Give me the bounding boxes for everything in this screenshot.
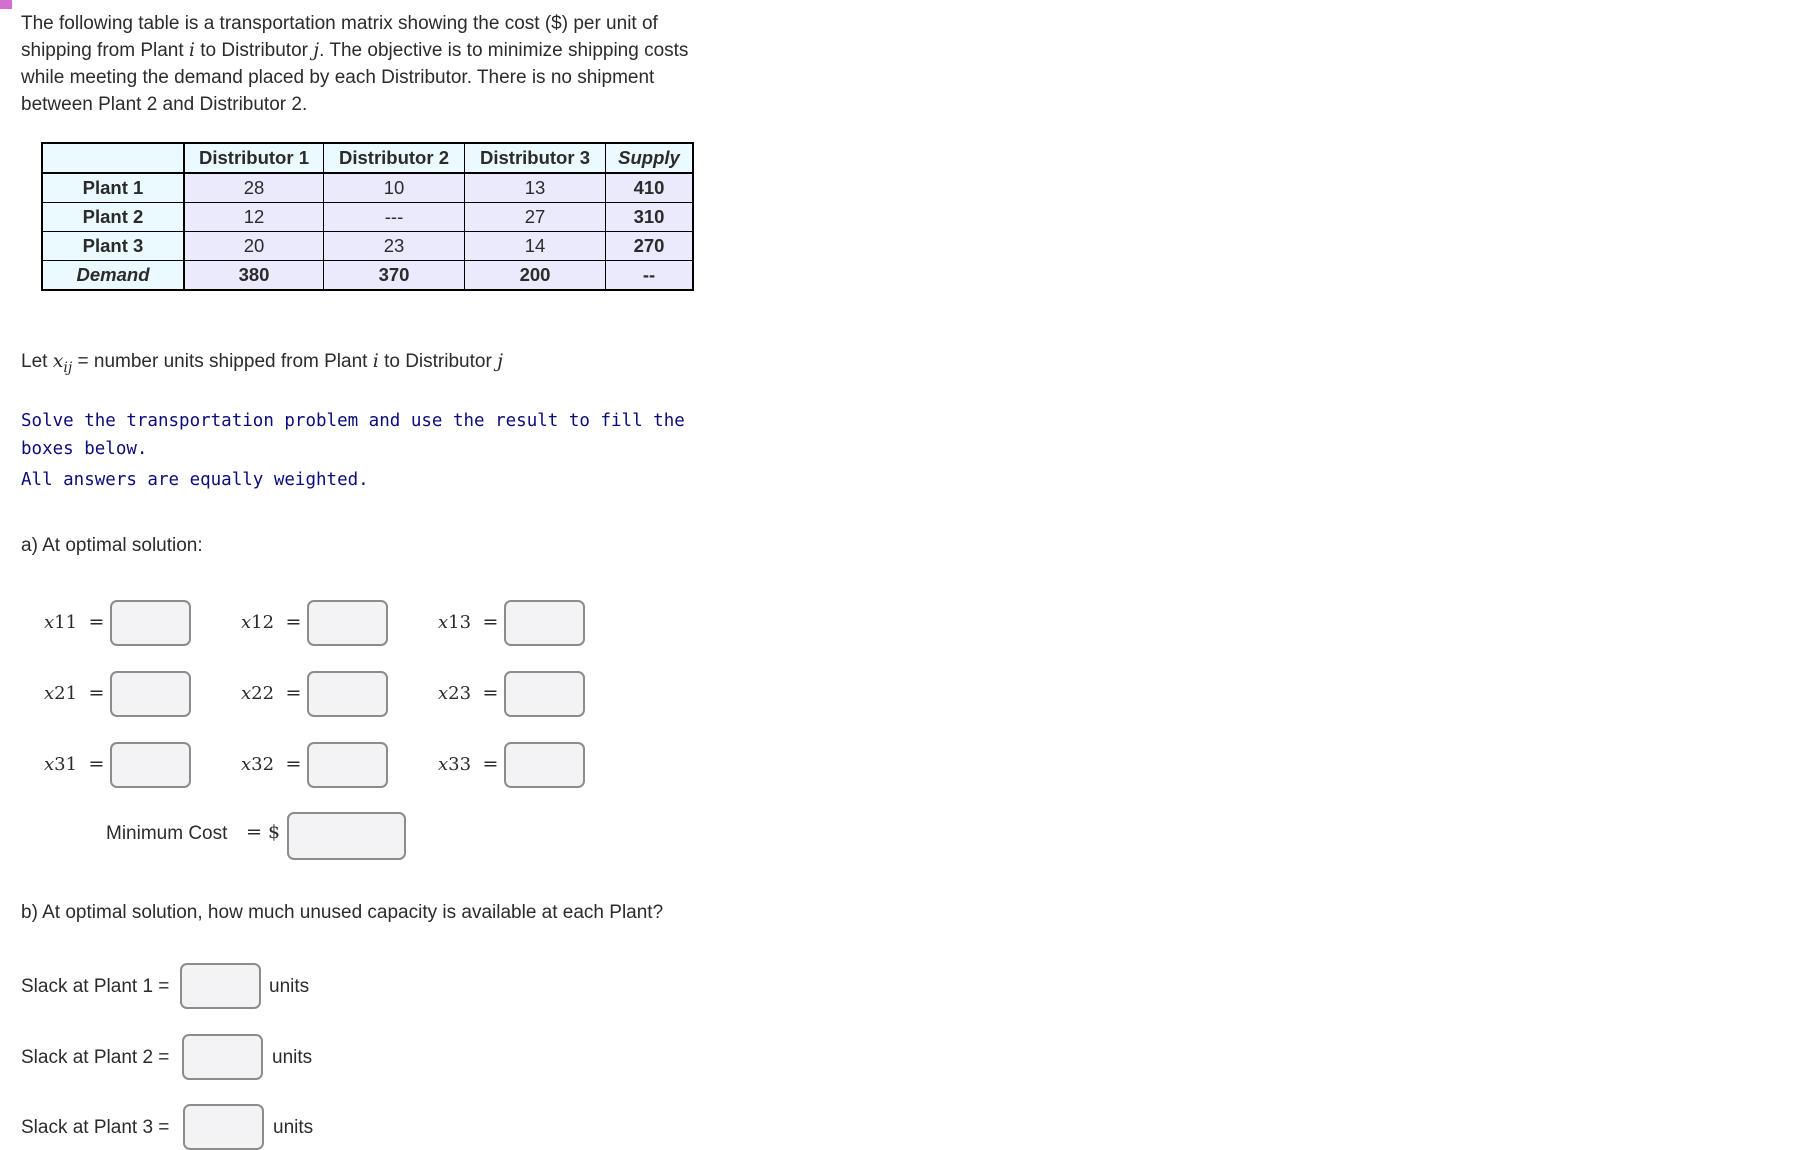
definition-text: = number units shipped from Plant	[72, 351, 373, 372]
supply-cell: 270	[606, 232, 694, 261]
demand-cell: 200	[465, 261, 606, 291]
table-cell: 27	[465, 203, 606, 232]
var-letter: x	[44, 754, 55, 775]
problem-statement	[21, 10, 721, 118]
var-letter: x	[241, 612, 252, 633]
var-letter: x	[44, 612, 55, 633]
var-sub-ij: ij	[63, 359, 73, 376]
var-label-x13	[438, 611, 498, 633]
table-cell: 12	[184, 203, 324, 232]
instructions-weight: All answers are equally weighted.	[21, 470, 369, 490]
intro-text-1: The following table is a transportation matrix showing the cost ($) per unit of shipping from Plant	[21, 13, 658, 61]
equals-sign: =	[88, 753, 105, 775]
input-x33[interactable]	[504, 742, 585, 788]
var-x: x	[52, 350, 64, 372]
var-letter: x	[438, 683, 449, 704]
header-distributor-1: Distributor 1	[184, 143, 324, 173]
intro-text-2: to Distributor	[195, 40, 314, 61]
var-subscript: 33	[448, 754, 472, 775]
input-x23[interactable]	[504, 671, 585, 717]
input-x32[interactable]	[307, 742, 388, 788]
var-subscript: 32	[251, 754, 275, 775]
var-letter: x	[241, 683, 252, 704]
var-subscript: 31	[54, 754, 78, 775]
table-cell: 13	[465, 173, 606, 203]
header-distributor-2: Distributor 2	[324, 143, 465, 173]
part-b-label: b) At optimal solution, how much unused capacity is available at each Plant?	[21, 902, 664, 923]
slack-plant-3-label: Slack at Plant 3 =	[21, 1117, 170, 1138]
intro-var-j: j	[313, 39, 320, 61]
header-distributor-3: Distributor 3	[465, 143, 606, 173]
input-x11[interactable]	[110, 600, 191, 646]
input-x21[interactable]	[110, 671, 191, 717]
demand-cell: --	[606, 261, 694, 291]
let-text: Let	[21, 351, 53, 372]
slack-plant-3-input[interactable]	[183, 1104, 264, 1150]
table-cell: 28	[184, 173, 324, 203]
minimum-cost-label: Minimum Cost	[106, 823, 228, 844]
var-subscript: 21	[54, 683, 78, 704]
slack-plant-2-label: Slack at Plant 2 =	[21, 1047, 170, 1068]
var-subscript: 23	[448, 683, 472, 704]
table-cell: 14	[465, 232, 606, 261]
var-i: i	[372, 350, 379, 372]
demand-cell: 380	[184, 261, 324, 291]
table-row	[42, 203, 693, 232]
input-x31[interactable]	[110, 742, 191, 788]
part-a-label: a) At optimal solution:	[21, 535, 203, 556]
transportation-matrix	[41, 142, 694, 291]
equals-sign: =	[88, 682, 105, 704]
definition-text-2: to Distributor	[378, 351, 498, 372]
var-label-x22	[241, 682, 301, 704]
slack-plant-1-label: Slack at Plant 1 =	[21, 976, 170, 997]
table-row-demand	[42, 261, 693, 291]
var-subscript: 11	[54, 612, 78, 633]
slack-plant-1-input[interactable]	[180, 963, 261, 1009]
var-j: j	[497, 350, 503, 372]
row-label: Plant 1	[42, 173, 184, 203]
row-label: Plant 3	[42, 232, 184, 261]
var-letter: x	[44, 683, 55, 704]
var-label-x21	[44, 682, 104, 704]
var-label-x31	[44, 753, 104, 775]
table-cell: 10	[324, 173, 465, 203]
var-subscript: 12	[251, 612, 275, 633]
variable-definition	[21, 350, 503, 376]
table-row	[42, 232, 693, 261]
slack-plant-3-units: units	[273, 1117, 314, 1138]
supply-cell: 410	[606, 173, 694, 203]
table-cell: ---	[324, 203, 465, 232]
var-letter: x	[438, 612, 449, 633]
instructions-solve: Solve the transportation problem and use the result to fill the boxes below.	[21, 411, 685, 459]
equals-sign: =	[88, 611, 105, 633]
table-cell: 23	[324, 232, 465, 261]
supply-cell: 310	[606, 203, 694, 232]
equals-sign: =	[285, 753, 302, 775]
equals-sign: =	[482, 611, 499, 633]
var-subscript: 13	[448, 612, 472, 633]
equals-sign: =	[482, 753, 499, 775]
row-label: Plant 2	[42, 203, 184, 232]
header-supply: Supply	[606, 143, 694, 173]
equals-sign: =	[482, 682, 499, 704]
equals-sign: =	[285, 611, 302, 633]
table-corner	[42, 143, 184, 173]
var-label-x33	[438, 753, 498, 775]
var-label-x12	[241, 611, 301, 633]
input-x22[interactable]	[307, 671, 388, 717]
slack-plant-1-units: units	[269, 976, 310, 997]
var-subscript: 22	[251, 683, 275, 704]
cost-equals-dollar: = $	[246, 821, 281, 843]
intro-var-i: i	[188, 39, 195, 61]
table-cell: 20	[184, 232, 324, 261]
input-x12[interactable]	[307, 600, 388, 646]
corner-marker	[0, 0, 12, 9]
input-x13[interactable]	[504, 600, 585, 646]
var-label-x32	[241, 753, 301, 775]
intro-text-3: . The objective is to minimize shipping costs while meeting the demand placed by each Distributor. There is no shipment between Plant 2 and Distributor 2.	[21, 40, 689, 115]
table-row	[42, 173, 693, 203]
slack-plant-2-input[interactable]	[182, 1034, 263, 1080]
var-letter: x	[438, 754, 449, 775]
var-label-x23	[438, 682, 498, 704]
slack-plant-2-units: units	[272, 1047, 313, 1068]
var-letter: x	[241, 754, 252, 775]
minimum-cost-input[interactable]	[287, 812, 406, 860]
var-label-x11	[44, 611, 104, 633]
row-label-demand: Demand	[42, 261, 184, 291]
demand-cell: 370	[324, 261, 465, 291]
equals-sign: =	[285, 682, 302, 704]
